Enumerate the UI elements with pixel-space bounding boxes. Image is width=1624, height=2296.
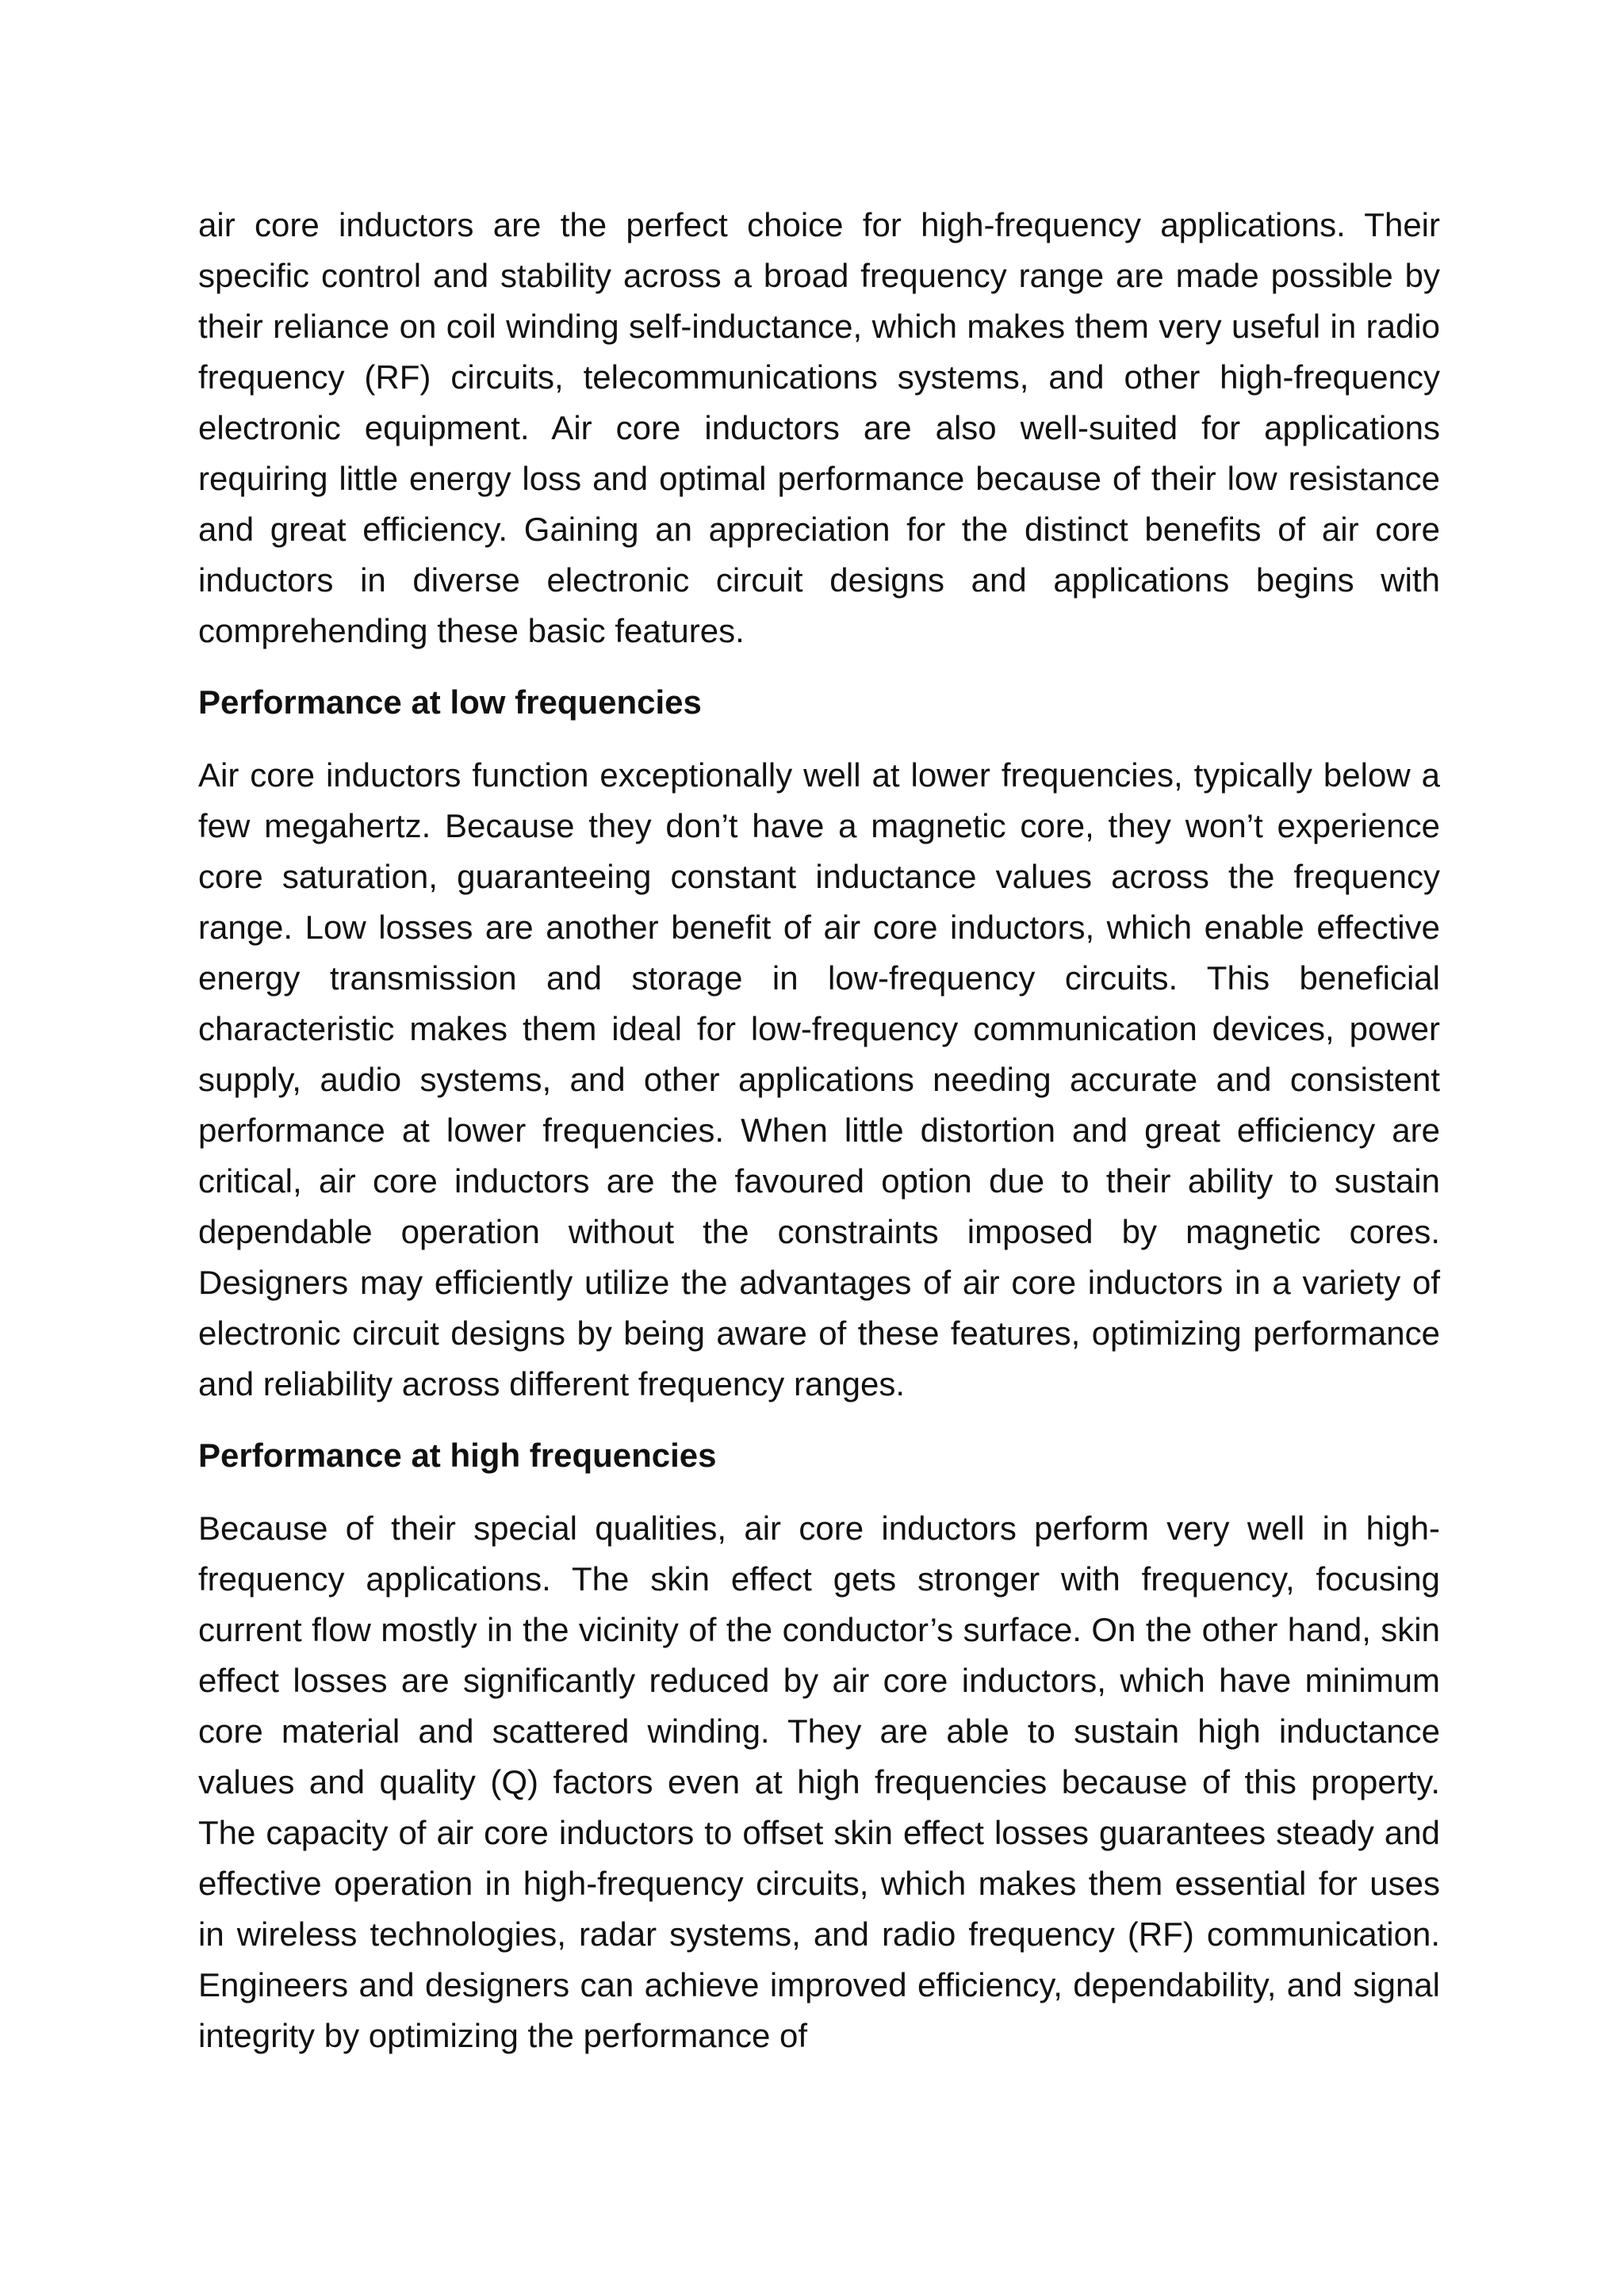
low-frequencies-paragraph: Air core inductors function exceptionally well at lower frequencies, typically below a few megahertz. Because they don’t have a magnetic core, they won’t experience core saturation, guaranteeing constant inductance values across the frequency range. Low losses are another benefit of air core inductors, which enable effective energy transmission and storage in low-frequency circuits. This beneficial characteristic makes them ideal for low-frequency communication devices, power supply, audio systems, and other applications needing accurate and consistent performance at lower frequencies. When little distortion and great efficiency are critical, air core inductors are the favoured option due to their ability to sustain dependable operation without the constraints imposed by magnetic cores. Designers may efficiently utilize the advantages of air core inductors in a variety of electronic circuit designs by being aware of these features, optimizing performance and reliability across different frequency ranges. (198, 756, 1440, 1402)
intro-paragraph: air core inductors are the perfect choice for high-frequency applications. Their specific control and stability across a broad frequency range are made possible by their reliance on coil winding self-inductance, which makes them very useful in radio frequency (RF) circuits, telecommunications systems, and other high-frequency electronic equipment. Air core inductors are also well-suited for applications requiring little energy loss and optimal performance because of their low resistance and great efficiency. Gaining an appreciation for the distinct benefits of air core inductors in diverse electronic circuit designs and applications begins with comprehending these basic features. (198, 206, 1440, 649)
section-heading-high-frequencies: Performance at high frequencies (198, 1437, 717, 1474)
high-frequencies-paragraph: Because of their special qualities, air core inductors perform very well in high-frequency applications. The skin effect gets stronger with frequency, focusing current flow mostly in the vicinity of the conductor’s surface. On the other hand, skin effect losses are significantly reduced by air core inductors, which have minimum core material and scattered winding. They are able to sustain high inductance values and quality (Q) factors even at high frequencies because of this property. The capacity of air core inductors to offset skin effect losses guarantees steady and effective operation in high-frequency circuits, which makes them essential for uses in wireless technologies, radar systems, and radio frequency (RF) communication. Engineers and designers can achieve improved efficiency, dependability, and signal integrity by optimizing the performance of (198, 1510, 1440, 2054)
section-heading-low-frequencies: Performance at low frequencies (198, 683, 702, 721)
